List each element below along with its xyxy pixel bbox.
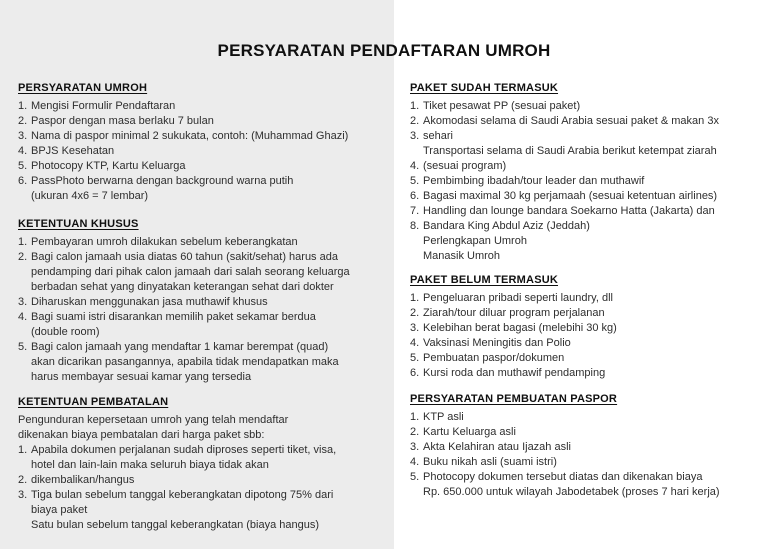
list-text: Bagi calon jamaah yang mendaftar 1 kamar berempat (quad) <box>31 341 329 353</box>
list-number: 2. <box>410 307 420 319</box>
page-title: PERSYARATAN PENDAFTARAN UMROH <box>217 41 551 61</box>
list-item <box>410 159 762 174</box>
list-number: 4. <box>410 160 420 172</box>
intro-line: dikenakan biaya pembatalan dari harga paket sbb: <box>18 429 265 441</box>
list-number: 2. <box>410 426 420 438</box>
list-number: 7. <box>410 205 420 217</box>
list-text: Photocopy KTP, Kartu Keluarga <box>31 160 186 172</box>
list-number: 1. <box>18 444 28 456</box>
list-item <box>410 291 762 306</box>
list-number <box>18 280 31 295</box>
list-text: Kartu Keluarga asli <box>423 426 516 438</box>
list-text: Bagi calon jamaah usia diatas 60 tahun (sakit/sehat) harus ada <box>31 251 338 263</box>
list-text: Perlengkapan Umroh <box>423 235 527 247</box>
list-text: BPJS Kesehatan <box>31 145 115 157</box>
list-item <box>410 219 762 234</box>
section-ketentuan-khusus <box>18 217 390 385</box>
list-text: Kelebihan berat bagasi (melebihi 30 kg) <box>423 322 617 334</box>
list-item <box>410 336 762 351</box>
list-item <box>18 340 390 355</box>
list-number: 2. <box>18 251 28 263</box>
list-text: Buku nikah asli (suami istri) <box>423 456 557 468</box>
list-item <box>410 129 762 144</box>
list-item <box>410 249 762 264</box>
list-text: Pengeluaran pribadi seperti laundry, dll <box>423 292 613 304</box>
list-number: 5. <box>410 352 420 364</box>
list-number: 3. <box>18 130 28 142</box>
list-text: akan dicarikan pasangannya, apabila tidak mendapatkan maka <box>31 356 339 368</box>
list-text: (ukuran 4x6 = 7 lembar) <box>31 190 149 202</box>
list-item <box>410 189 762 204</box>
list-item <box>18 99 390 114</box>
list-number: 1. <box>410 411 420 423</box>
list-item <box>18 265 390 280</box>
list-item <box>410 410 762 425</box>
list-item <box>18 295 390 310</box>
list-number: 5. <box>18 341 28 353</box>
list-item <box>410 321 762 336</box>
list-text: (double room) <box>31 326 100 338</box>
list-number: 6. <box>410 367 420 379</box>
list-item <box>410 485 762 500</box>
list-number <box>18 503 31 518</box>
list-text: Kursi roda dan muthawif pendamping <box>423 367 606 379</box>
list-item <box>410 144 762 159</box>
list-item <box>18 129 390 144</box>
list-text: Handling dan lounge bandara Soekarno Hatta (Jakarta) dan <box>423 205 715 217</box>
list-text: PassPhoto berwarna dengan background warna putih <box>31 175 294 187</box>
list-text: Paspor dengan masa berlaku 7 bulan <box>31 115 214 127</box>
list-item <box>18 355 390 370</box>
list-number: 3. <box>410 441 420 453</box>
list-text: pendamping dari pihak calon jamaah dari salah seorang keluarga <box>31 266 350 278</box>
list-text: (sesuai program) <box>423 160 507 172</box>
list-number: 4. <box>410 456 420 468</box>
list-item <box>410 366 762 381</box>
left-column <box>18 81 390 533</box>
list-number <box>18 518 31 533</box>
list-item <box>18 503 390 518</box>
list-text: Akomodasi selama di Saudi Arabia sesuai paket & makan 3x <box>423 115 719 127</box>
section-ketentuan-pembatalan <box>18 395 390 533</box>
list-item <box>18 518 390 533</box>
list-text: Akta Kelahiran atau Ijazah asli <box>423 441 571 453</box>
list-text: Bandara King Abdul Aziz (Jeddah) <box>423 220 590 232</box>
list-number: 1. <box>18 100 28 112</box>
list-item <box>410 470 762 485</box>
list-number: 6. <box>410 190 420 202</box>
list-text: Pembuatan paspor/dokumen <box>423 352 565 364</box>
list-number: 5. <box>18 160 28 172</box>
list-number <box>18 355 31 370</box>
list-text: Vaksinasi Meningitis dan Polio <box>423 337 571 349</box>
list-text: Apabila dokumen perjalanan sudah diproses seperti tiket, visa, <box>31 444 337 456</box>
list-number: 2. <box>410 115 420 127</box>
list-text: Mengisi Formulir Pendaftaran <box>31 100 176 112</box>
list-number: 5. <box>410 175 420 187</box>
section-heading: KETENTUAN KHUSUS <box>18 218 139 230</box>
list-item <box>18 250 390 265</box>
list-number <box>410 144 423 159</box>
list-number: 2. <box>18 115 28 127</box>
list-number: 4. <box>18 145 28 157</box>
section-heading: PAKET SUDAH TERMASUK <box>410 82 559 94</box>
list-text: Manasik Umroh <box>423 250 501 262</box>
list-text: Pembimbing ibadah/tour leader dan muthawif <box>423 175 645 187</box>
list-item <box>410 306 762 321</box>
list-item <box>18 235 390 250</box>
list-item <box>18 370 390 385</box>
list-text: dikembalikan/hangus <box>31 474 135 486</box>
list-number: 1. <box>410 100 420 112</box>
section-heading: PAKET BELUM TERMASUK <box>410 274 559 286</box>
list-text: Ziarah/tour diluar program perjalanan <box>423 307 605 319</box>
list-text: Photocopy dokumen tersebut diatas dan dikenakan biaya <box>423 471 703 483</box>
list-text: sehari <box>423 130 453 142</box>
list-item <box>18 144 390 159</box>
list-text: Satu bulan sebelum tanggal keberangkatan (biaya hangus) <box>31 519 320 531</box>
list-number <box>18 325 31 340</box>
list-text: Bagasi maximal 30 kg perjamaah (sesuai ketentuan airlines) <box>423 190 718 202</box>
intro-line: Pengunduran kepersetaan umroh yang telah mendaftar <box>18 414 289 426</box>
list-item <box>410 351 762 366</box>
list-text: hotel dan lain-lain maka seluruh biaya tidak akan <box>31 459 269 471</box>
list-text: biaya paket <box>31 504 88 516</box>
list-item <box>410 114 762 129</box>
section-heading: KETENTUAN PEMBATALAN <box>18 396 169 408</box>
section-persyaratan-umroh <box>18 81 390 204</box>
list-number <box>410 234 423 249</box>
list-number: 4. <box>410 337 420 349</box>
list-text: Nama di paspor minimal 2 sukukata, contoh: (Muhammad Ghazi) <box>31 130 349 142</box>
list-number <box>18 370 31 385</box>
list-number <box>18 265 31 280</box>
list-item <box>410 440 762 455</box>
list-number: 5. <box>410 471 420 483</box>
list-number: 1. <box>18 236 28 248</box>
list-item <box>18 473 390 488</box>
list-number <box>18 189 31 204</box>
list-number: 3. <box>18 296 28 308</box>
list-item <box>18 310 390 325</box>
list-number: 3. <box>410 322 420 334</box>
list-item <box>410 425 762 440</box>
list-text: Tiket pesawat PP (sesuai paket) <box>423 100 581 112</box>
list-number: 3. <box>18 489 28 501</box>
list-item <box>18 159 390 174</box>
list-item <box>410 174 762 189</box>
list-text: Pembayaran umroh dilakukan sebelum keberangkatan <box>31 236 298 248</box>
list-item <box>18 488 390 503</box>
list-text: harus membayar sesuai kamar yang tersedia <box>31 371 252 383</box>
list-text: Bagi suami istri disarankan memilih paket sekamar berdua <box>31 311 316 323</box>
list-item <box>18 325 390 340</box>
list-text: Rp. 650.000 untuk wilayah Jabodetabek (proses 7 hari kerja) <box>423 486 720 498</box>
section-heading: PERSYARATAN UMROH <box>18 82 148 94</box>
list-number: 8. <box>410 220 420 232</box>
section-persyaratan-pembuatan-paspor <box>410 392 762 500</box>
list-item <box>410 204 762 219</box>
list-item <box>18 458 390 473</box>
section-paket-sudah-termasuk <box>410 81 762 264</box>
list-item <box>18 189 390 204</box>
list-item <box>410 234 762 249</box>
list-item <box>18 280 390 295</box>
list-item <box>18 443 390 458</box>
list-number: 2. <box>18 474 28 486</box>
list-number: 3. <box>410 130 420 142</box>
list-text: Tiga bulan sebelum tanggal keberangkatan dipotong 75% dari <box>31 489 334 501</box>
list-item <box>18 114 390 129</box>
list-number <box>410 485 423 500</box>
list-item <box>410 99 762 114</box>
section-paket-belum-termasuk <box>410 273 762 381</box>
list-number: 1. <box>410 292 420 304</box>
list-item <box>18 174 390 189</box>
section-heading: PERSYARATAN PEMBUATAN PASPOR <box>410 393 618 405</box>
list-number <box>18 458 31 473</box>
list-text: Diharuskan menggunakan jasa muthawif khusus <box>31 296 268 308</box>
list-number: 4. <box>18 311 28 323</box>
list-number <box>410 249 423 264</box>
list-text: Transportasi selama di Saudi Arabia berikut ketempat ziarah <box>423 145 717 157</box>
list-item <box>410 455 762 470</box>
right-column <box>410 81 762 500</box>
list-text: KTP asli <box>423 411 464 423</box>
list-text: berbadan sehat yang dinyatakan keterangan sehat dari dokter <box>31 281 334 293</box>
list-number: 6. <box>18 175 28 187</box>
